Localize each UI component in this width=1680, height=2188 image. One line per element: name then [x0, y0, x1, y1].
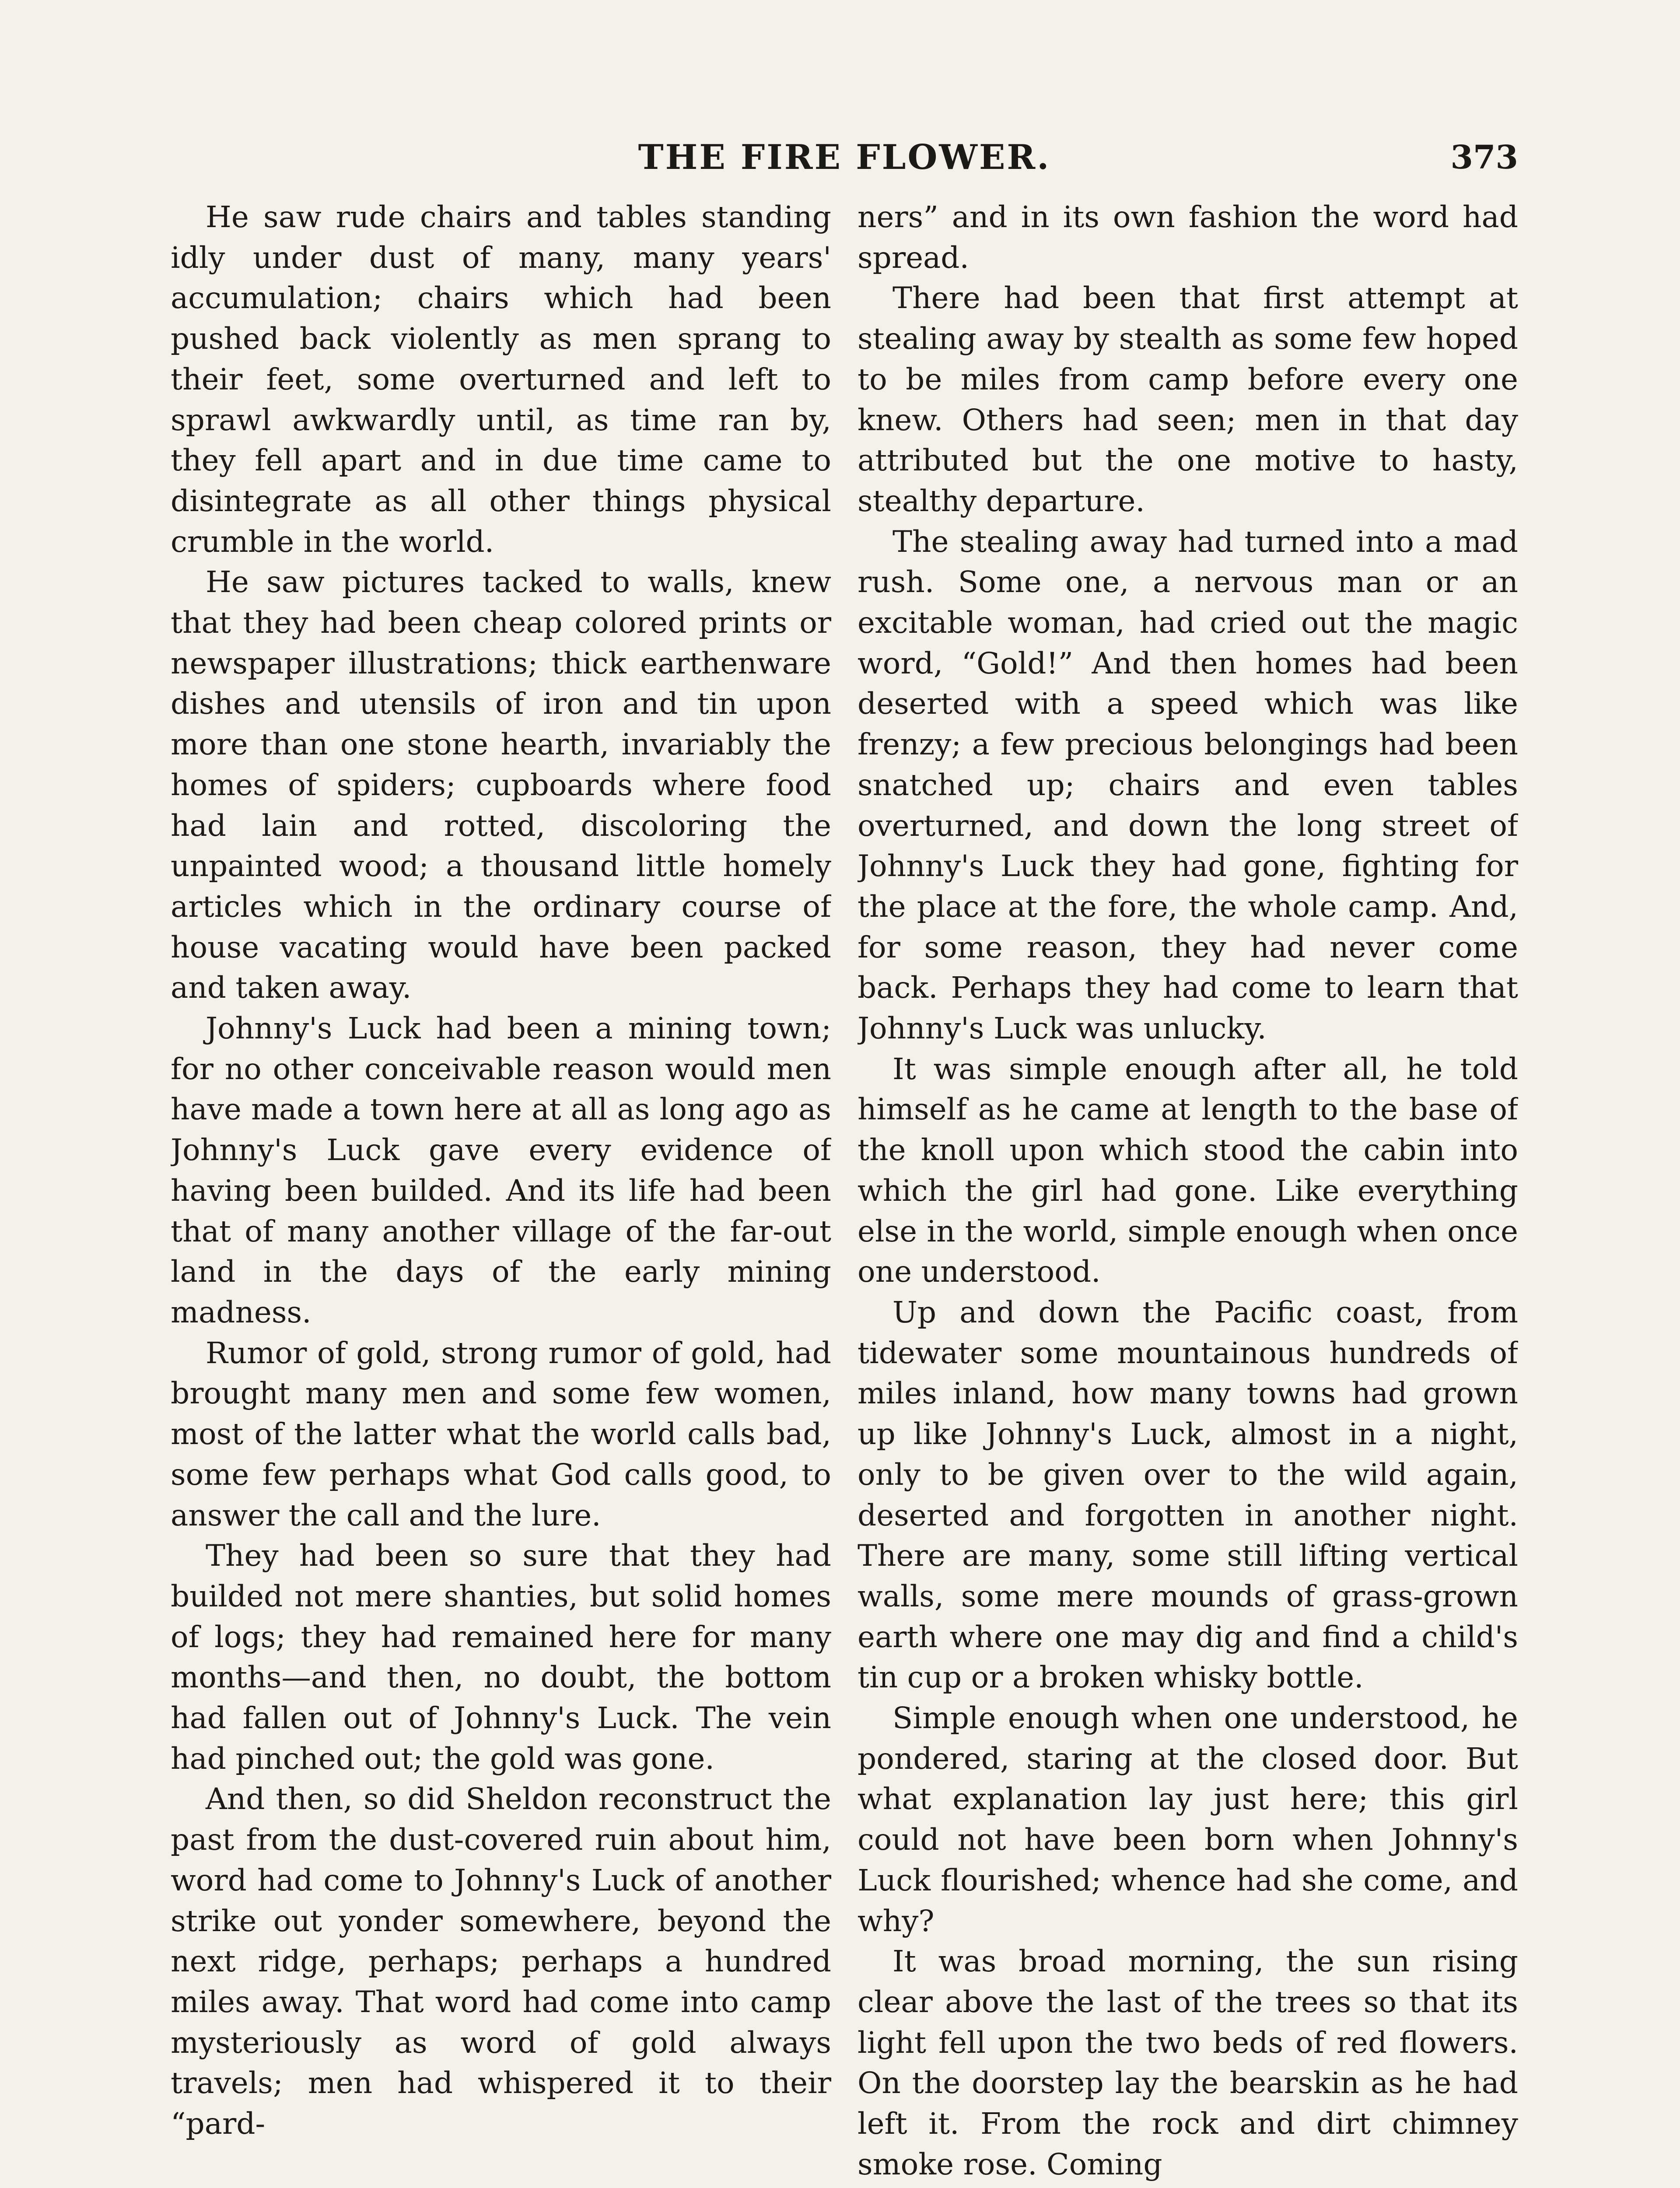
paragraph: It was broad morning, the sun rising clear above the last of the trees so that its light fell upon the two beds of red flowers. On the doorstep lay the bearskin as he had left it. From the rock and dirt chimney smoke rose. Coming	[858, 1944, 1518, 2181]
text-columns	[171, 197, 1518, 2188]
paragraph: There had been that first attempt at stealing away by stealth as some few hoped to be miles from camp before every one knew. Others had seen; men in that day attributed but the one motive to hasty, stealthy departure.	[858, 281, 1518, 518]
left-column	[171, 197, 831, 2188]
paragraph: Johnny's Luck had been a mining town; for no other conceivable reason would men have made a town here at all as long ago as Johnny's Luck gave every evidence of having been builded. And its life had been that of many another village of the far-out land in the days of the early mining madness.	[171, 1011, 831, 1329]
running-title: THE FIRE FLOWER.	[638, 137, 1051, 177]
page-header	[171, 131, 1518, 184]
right-column	[858, 197, 1518, 2188]
paragraph: They had been so sure that they had builded not mere shanties, but solid homes of logs; they had remained here for many months—and then, no doubt, the bottom had fallen out of Johnny's Luck. The vein had pinched out; the gold was gone.	[171, 1538, 831, 1776]
page-number: 373	[1450, 139, 1518, 176]
paragraph: He saw pictures tacked to walls, knew that they had been cheap colored prints or newspaper illustrations; thick earthenware dishes and utensils of iron and tin upon more than one stone hearth, invariably the homes of spiders; cupboards where food had lain and rotted, discoloring the unpainted wood; a thousand little homely articles which in the ordinary course of house vacating would have been packed and taken away.	[171, 565, 831, 1005]
paragraph: He saw rude chairs and tables standing idly under dust of many, many years' accumulation; chairs which had been pushed back violently as men sprang to their feet, some overturned and left to sprawl awkwardly until, as time ran by, they fell apart and in due time came to disintegrate as all other things physical crumble in the world.	[171, 200, 831, 559]
paragraph: The stealing away had turned into a mad rush. Some one, a nervous man or an excitable woman, had cried out the magic word, “Gold!” And then homes had been deserted with a speed which was like frenzy; a few precious belongings had been snatched up; chairs and even tables overturned, and down the long street of Johnny's Luck they had gone, fighting for the place at the fore, the whole camp. And, for some reason, they had never come back. Perhaps they had come to learn that Johnny's Luck was unlucky.	[858, 524, 1518, 1046]
paragraph-continuation: ners” and in its own fashion the word had spread.	[858, 200, 1518, 275]
paragraph: Simple enough when one understood, he pondered, staring at the closed door. But what explanation lay just here; this girl could not have been born when Johnny's Luck flourished; whence had she come, and why?	[858, 1701, 1518, 1938]
paragraph: It was simple enough after all, he told himself as he came at length to the base of the knoll upon which stood the cabin into which the girl had gone. Like everything else in the world, simple enough when once one understood.	[858, 1051, 1518, 1289]
paragraph: Up and down the Pacific coast, from tidewater some mountainous hundreds of miles inland, how many towns had grown up like Johnny's Luck, almost in a night, only to be given over to the wild again, deserted and forgotten in another night. There are many, some still lifting vertical walls, some mere mounds of grass-grown earth where one may dig and find a child's tin cup or a broken whisky bottle.	[858, 1294, 1518, 1695]
paragraph: And then, so did Sheldon reconstruct the past from the dust-covered ruin about him, word had come to Johnny's Luck of another strike out yonder somewhere, beyond the next ridge, perhaps; perhaps a hundred miles away. That word had come into camp mysteriously as word of gold always travels; men had whispered it to their “pard-	[171, 1781, 831, 2141]
paragraph: Rumor of gold, strong rumor of gold, had brought many men and some few women, most of the latter what the world calls bad, some few perhaps what God calls good, to answer the call and the lure.	[171, 1335, 831, 1532]
